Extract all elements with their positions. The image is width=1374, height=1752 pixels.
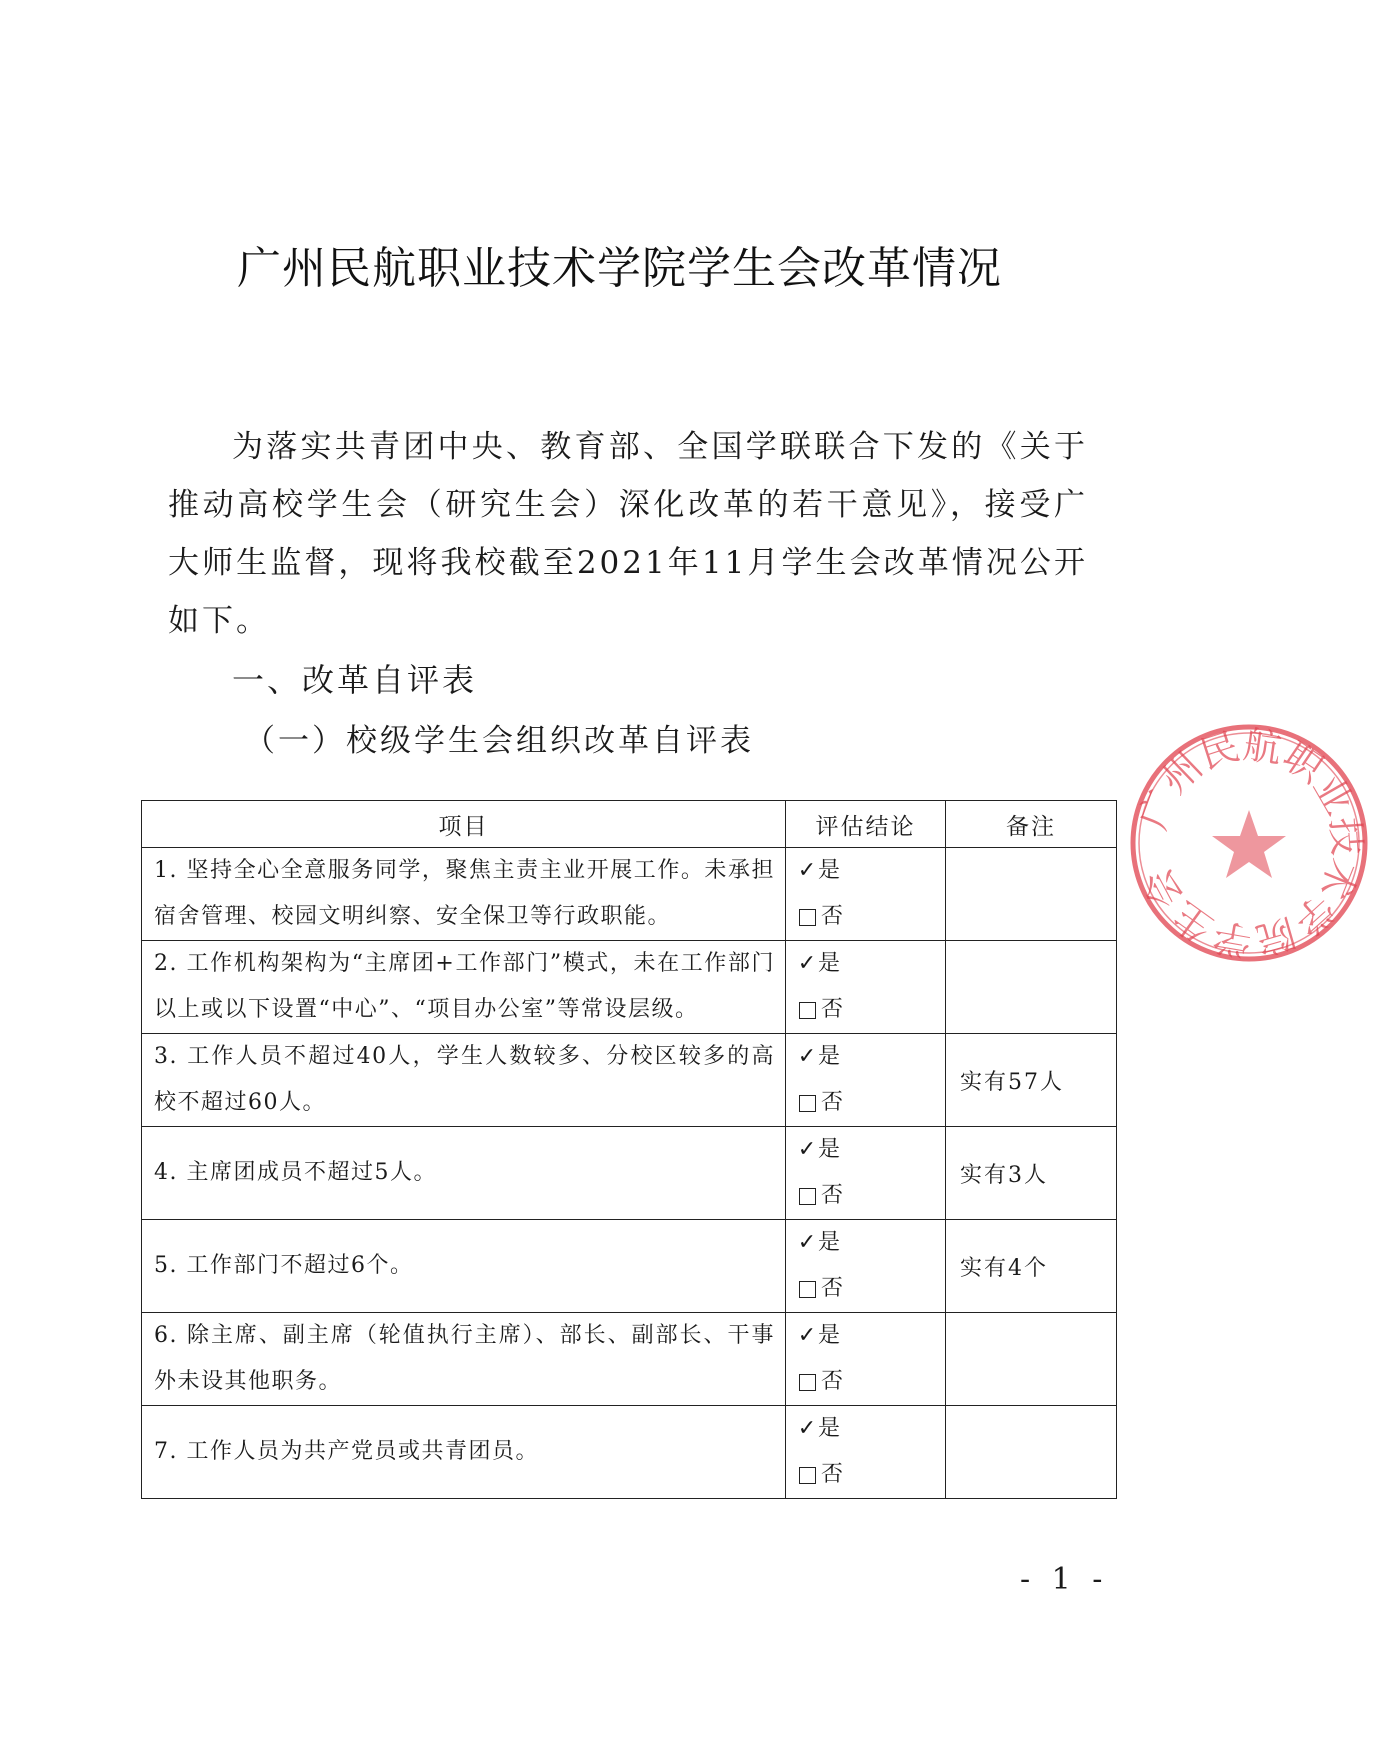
verdict-cell bbox=[786, 848, 946, 941]
empty-checkbox-icon bbox=[799, 1188, 816, 1205]
no-label: 否 bbox=[821, 1462, 844, 1487]
verdict-yes-option[interactable] bbox=[796, 848, 945, 894]
yes-label: 是 bbox=[818, 858, 841, 883]
table-row bbox=[142, 1313, 1117, 1406]
verdict-cell bbox=[786, 1127, 946, 1220]
no-label: 否 bbox=[821, 1276, 844, 1301]
intro-paragraph: 为落实共青团中央、教育部、全国学联联合下发的《关于推动高校学生会（研究生会）深化改革的若干意见》，接受广大师生监督，现将我校截至2021年11月学生会改革情况公开如下。 bbox=[168, 429, 1088, 639]
item-cell bbox=[142, 1127, 786, 1220]
check-icon: ✓ bbox=[797, 951, 817, 976]
yes-label: 是 bbox=[818, 1416, 841, 1441]
note-cell bbox=[946, 1220, 1117, 1313]
check-icon: ✓ bbox=[797, 1323, 817, 1348]
item-text: 3. 工作人员不超过40人，学生人数较多、分校区较多的高校不超过60人。 bbox=[154, 1044, 775, 1115]
seal-star-icon bbox=[1212, 810, 1286, 878]
item-text: 5. 工作部门不超过6个。 bbox=[154, 1253, 414, 1278]
verdict-no-option[interactable] bbox=[796, 1080, 945, 1126]
check-icon: ✓ bbox=[797, 1416, 817, 1441]
header-note: 备注 bbox=[946, 801, 1117, 848]
table-header-row bbox=[142, 801, 1117, 848]
section-heading: 一、改革自评表 bbox=[232, 661, 478, 699]
note-cell bbox=[946, 1034, 1117, 1127]
no-label: 否 bbox=[821, 997, 844, 1022]
table-row bbox=[142, 941, 1117, 1034]
no-label: 否 bbox=[821, 1090, 844, 1115]
note-cell bbox=[946, 941, 1117, 1034]
no-label: 否 bbox=[821, 904, 844, 929]
verdict-yes-option[interactable] bbox=[796, 1313, 945, 1359]
note-cell bbox=[946, 848, 1117, 941]
verdict-no-option[interactable] bbox=[796, 987, 945, 1033]
no-label: 否 bbox=[821, 1183, 844, 1208]
verdict-no-option[interactable] bbox=[796, 1173, 945, 1219]
header-verdict: 评估结论 bbox=[786, 801, 946, 848]
yes-label: 是 bbox=[818, 1230, 841, 1255]
verdict-cell bbox=[786, 1220, 946, 1313]
verdict-yes-option[interactable] bbox=[796, 1220, 945, 1266]
yes-label: 是 bbox=[818, 1137, 841, 1162]
verdict-no-option[interactable] bbox=[796, 1359, 945, 1405]
verdict-yes-option[interactable] bbox=[796, 1034, 945, 1080]
page-title: 广州民航职业技术学院学生会改革情况 bbox=[237, 243, 1002, 294]
empty-checkbox-icon bbox=[799, 1467, 816, 1484]
empty-checkbox-icon bbox=[799, 1095, 816, 1112]
note-text: 实有57人 bbox=[960, 1069, 1064, 1095]
self-evaluation-table bbox=[141, 800, 1117, 1499]
yes-label: 是 bbox=[818, 1044, 841, 1069]
official-seal bbox=[1124, 718, 1374, 968]
verdict-cell bbox=[786, 1313, 946, 1406]
item-cell bbox=[142, 941, 786, 1034]
verdict-cell bbox=[786, 941, 946, 1034]
verdict-cell bbox=[786, 1406, 946, 1499]
header-item: 项目 bbox=[142, 801, 786, 848]
verdict-no-option[interactable] bbox=[796, 1452, 945, 1498]
empty-checkbox-icon bbox=[799, 1281, 816, 1298]
item-cell bbox=[142, 1034, 786, 1127]
yes-label: 是 bbox=[818, 951, 841, 976]
table-row bbox=[142, 848, 1117, 941]
note-cell bbox=[946, 1406, 1117, 1499]
yes-label: 是 bbox=[818, 1323, 841, 1348]
check-icon: ✓ bbox=[797, 1230, 817, 1255]
item-cell bbox=[142, 1313, 786, 1406]
check-icon: ✓ bbox=[797, 1044, 817, 1069]
note-cell bbox=[946, 1313, 1117, 1406]
verdict-yes-option[interactable] bbox=[796, 1127, 945, 1173]
item-text: 7. 工作人员为共产党员或共青团员。 bbox=[154, 1439, 539, 1464]
empty-checkbox-icon bbox=[799, 909, 816, 926]
item-text: 6. 除主席、副主席（轮值执行主席）、部长、副部长、干事外未设其他职务。 bbox=[154, 1323, 775, 1394]
item-text: 1. 坚持全心全意服务同学，聚焦主责主业开展工作。未承担宿舍管理、校园文明纠察、安全保卫等行政职能。 bbox=[154, 858, 775, 929]
check-icon: ✓ bbox=[797, 858, 817, 883]
item-text: 2. 工作机构架构为“主席团+工作部门”模式，未在工作部门以上或以下设置“中心”、“项目办公室”等常设层级。 bbox=[154, 951, 775, 1022]
check-icon: ✓ bbox=[797, 1137, 817, 1162]
empty-checkbox-icon bbox=[799, 1002, 816, 1019]
verdict-cell bbox=[786, 1034, 946, 1127]
no-label: 否 bbox=[821, 1369, 844, 1394]
empty-checkbox-icon bbox=[799, 1374, 816, 1391]
table-row bbox=[142, 1220, 1117, 1313]
item-text: 4. 主席团成员不超过5人。 bbox=[154, 1160, 437, 1185]
table-row bbox=[142, 1127, 1117, 1220]
table-row bbox=[142, 1406, 1117, 1499]
item-cell bbox=[142, 1220, 786, 1313]
sub-heading: （一）校级学生会组织改革自评表 bbox=[244, 723, 754, 759]
item-cell bbox=[142, 848, 786, 941]
verdict-yes-option[interactable] bbox=[796, 941, 945, 987]
note-text: 实有4个 bbox=[960, 1255, 1048, 1281]
seal-inner-ring bbox=[1139, 733, 1359, 953]
verdict-yes-option[interactable] bbox=[796, 1406, 945, 1452]
note-cell bbox=[946, 1127, 1117, 1220]
verdict-no-option[interactable] bbox=[796, 1266, 945, 1312]
seal-outer-ring bbox=[1133, 727, 1365, 959]
item-cell bbox=[142, 1406, 786, 1499]
verdict-no-option[interactable] bbox=[796, 894, 945, 940]
page-number: - 1 - bbox=[1020, 1562, 1109, 1597]
seal-text: 广州民航职业技术学院学生会 bbox=[1130, 722, 1370, 964]
table-row bbox=[142, 1034, 1117, 1127]
note-text: 实有3人 bbox=[960, 1162, 1048, 1188]
